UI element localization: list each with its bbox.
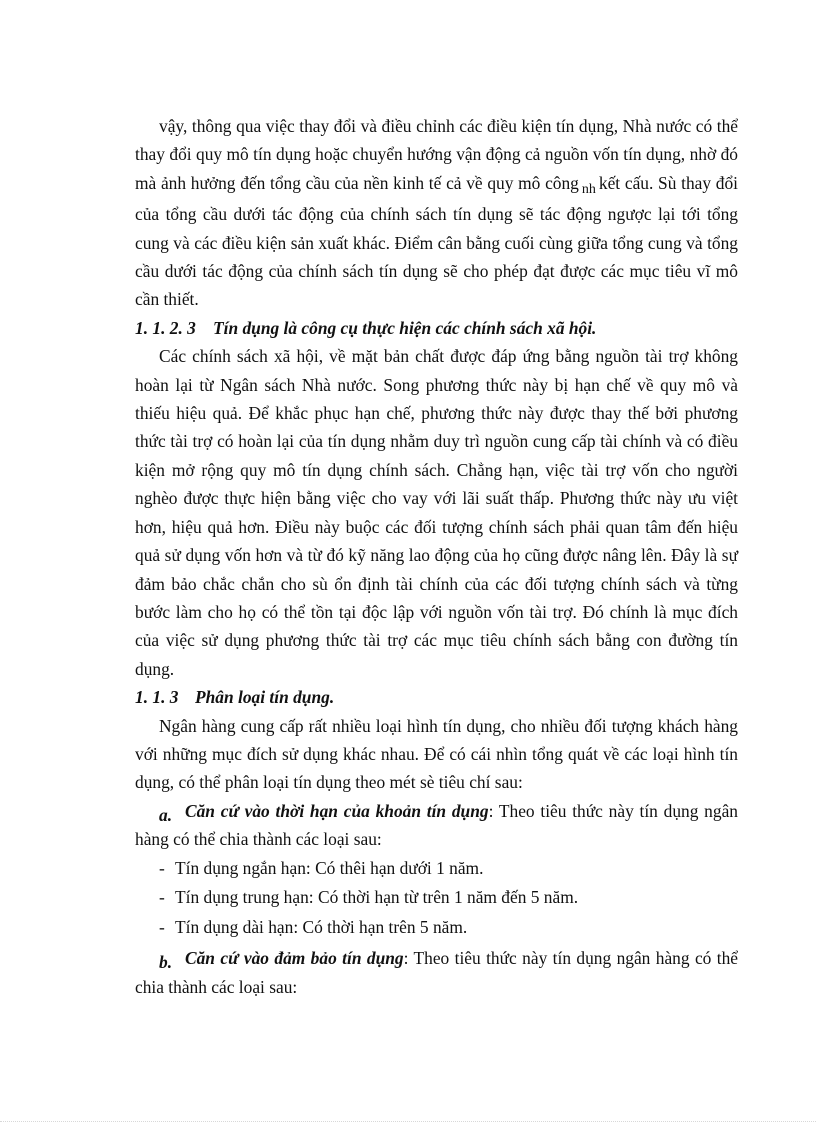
list-item	[159, 883, 738, 913]
paragraph-intro-part2: kết cấu. Sù thay đổi của tổng cầu dưới tác động của chính sách tín dụng sẽ tác động ngược lại tới tổng cung và các điều kiện sản xuất khác. Điểm cân bằng cuối cùng giữa tổng cung và tổng cầu dưới tác động của chính sách tín dụng sẽ cho phép đạt được các mục tiêu vĩ mô cần thiết.	[135, 172, 739, 310]
list-item	[159, 913, 738, 943]
criterion-b	[135, 944, 738, 1001]
list-item-text: Tín dụng ngắn hạn: Có thêi hạn dưới 1 năm.	[175, 857, 484, 878]
section-heading-1-1-2-3	[135, 314, 738, 342]
list-item	[159, 854, 738, 884]
dash-bullet: -	[159, 857, 165, 878]
subscript-fragment: nh	[581, 181, 596, 197]
criterion-a	[135, 797, 738, 854]
criterion-letter: b.	[159, 952, 173, 973]
paragraph-intro-part1: vậy, thông qua việc thay đổi và điều chỉnh các điều kiện tín dụng, Nhà nước có thể thay đổi quy mô tín dụng hoặc chuyển hướng vận động cả nguồn vốn tín dụng, nhờ đó mà ảnh hưởng đến tổng cầu của nền kinh tế cả về quy mô công	[135, 116, 738, 193]
paragraph-classification: Ngân hàng cung cấp rất nhiều loại hình tín dụng, cho nhiều đối tượng khách hàng với những mục đích sử dụng khác nhau. Để có cái nhìn tổng quát về các loại hình tín dụng, có thể phân loại tín dụng theo mét sè tiêu chí sau:	[135, 715, 738, 793]
criterion-letter: a.	[159, 804, 173, 825]
paragraph-intro	[135, 112, 738, 314]
list-item-text: Tín dụng trung hạn: Có thời hạn từ trên 1 năm đến 5 năm.	[175, 887, 579, 908]
heading-title: Phân loại tín dụng.	[195, 687, 335, 708]
heading-number: 1. 1. 3	[135, 687, 179, 708]
section-heading-1-1-3	[135, 683, 738, 711]
list-item-text: Tín dụng dài hạn: Có thời hạn trên 5 năm.	[175, 916, 468, 937]
heading-title: Tín dụng là công cụ thực hiện các chính sách xã hội.	[213, 317, 597, 338]
dash-bullet: -	[159, 916, 165, 937]
criterion-title: Căn cứ vào đảm bảo tín dụng	[185, 948, 404, 969]
criterion-title: Căn cứ vào thời hạn của khoản tín dụng	[185, 800, 489, 821]
criterion-text: : Theo tiêu thức này tín dụng ngân hàng có thể chia thành các loại sau:	[135, 948, 738, 997]
criterion-text: : Theo tiêu thức này tín dụng ngân hàng có thể chia thành các loại sau:	[135, 800, 738, 850]
term-list	[135, 854, 738, 943]
paragraph-social-policy: Các chính sách xã hội, về mặt bản chất được đáp ứng bằng nguồn tài trợ không hoàn lại từ Ngân sách Nhà nước. Song phương thức này bị hạn chế về quy mô và thiếu hiệu quả. Để khắc phục hạn chế, phương thức này được thay thế bởi phương thức tài trợ có hoàn lại của tín dụng nhằm duy trì nguồn cung cấp tài chính và có điều kiện mở rộng quy mô tín dụng chính sách. Chẳng hạn, việc tài trợ vốn cho người nghèo được thực hiện bằng việc cho vay với lãi suất thấp. Phương thức này ưu việt hơn, hiệu quả hơn. Điều này buộc các đối tượng chính sách phải quan tâm đến hiệu quả sử dụng vốn hơn và từ đó kỹ năng lao động của họ cũng được nâng lên. Đây là sự đảm bảo chắc chắn cho sù ổn định tài chính của các đối tượng chính sách và từng bước làm cho họ có thể tồn tại độc lập với nguồn vốn tài trợ. Đó chính là mục đích của việc sử dụng phương thức tài trợ các mục tiêu chính sách bằng con đường tín dụng.	[135, 346, 738, 679]
dash-bullet: -	[159, 887, 165, 908]
heading-number: 1. 1. 2. 3	[135, 317, 196, 338]
page-bottom-border	[0, 1121, 816, 1122]
page-content	[135, 112, 738, 1001]
